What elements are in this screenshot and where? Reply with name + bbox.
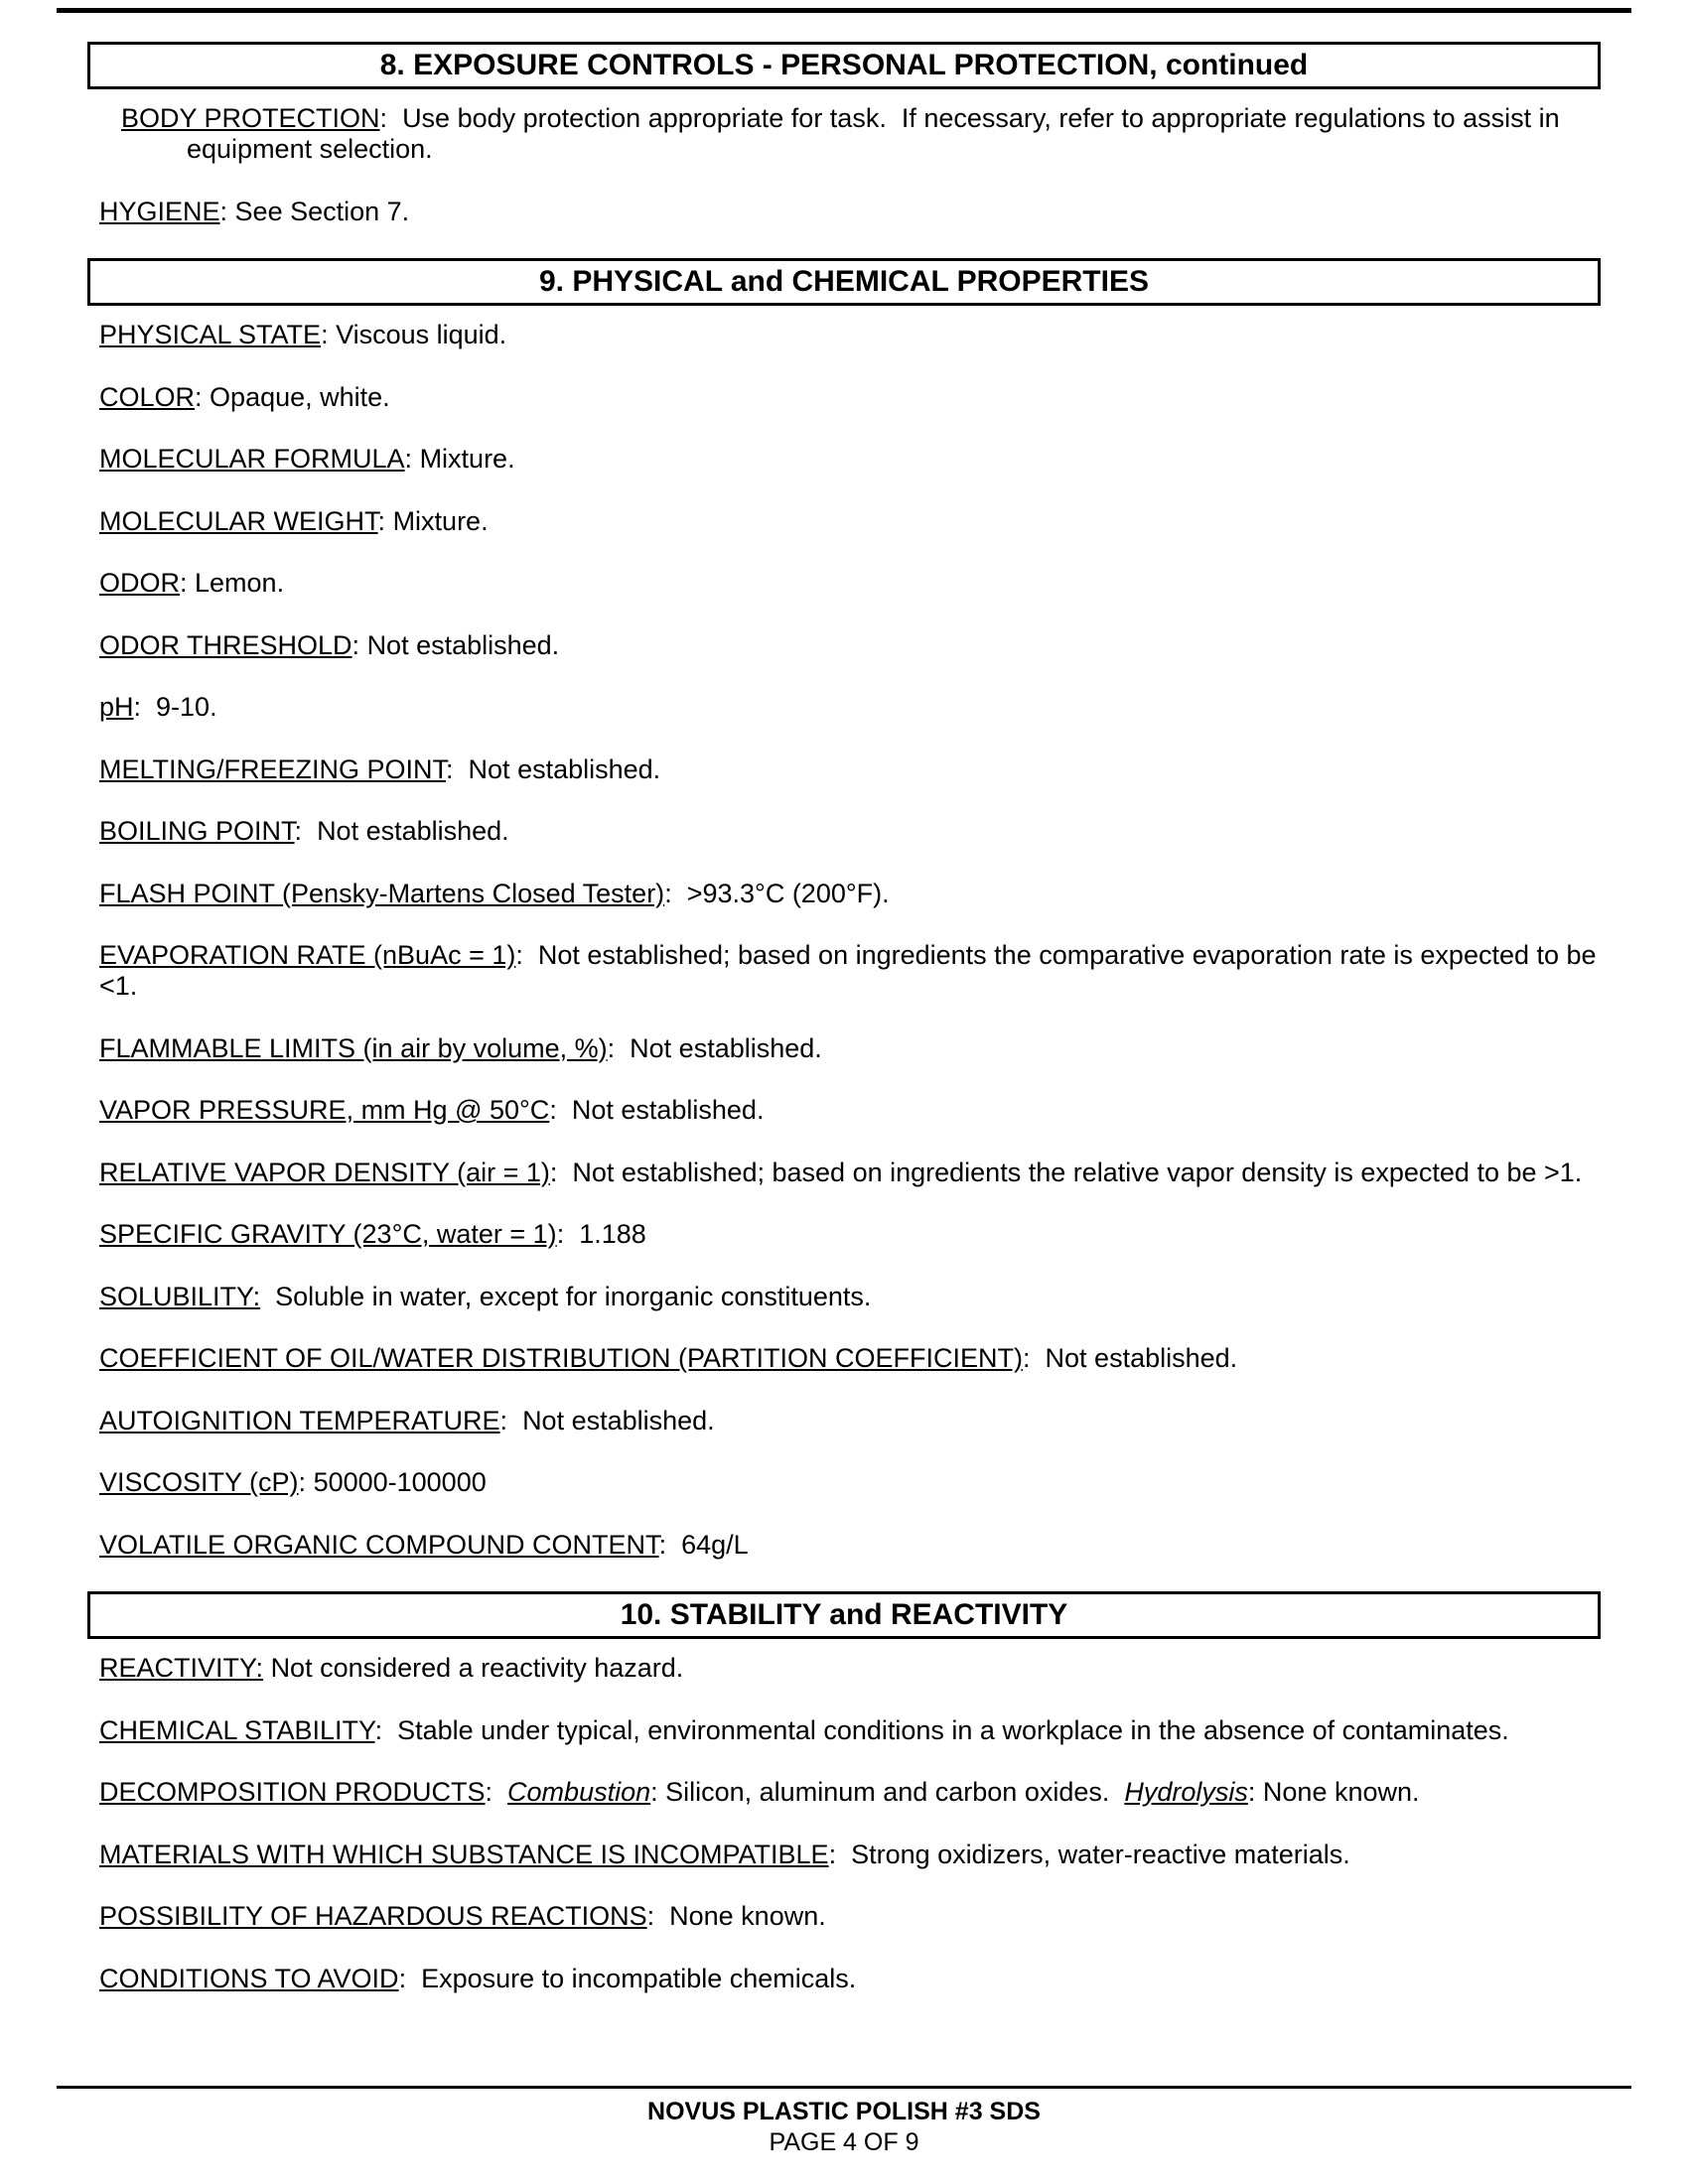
property-sub-label: Combustion <box>507 1777 651 1807</box>
property-value: Not established. <box>317 816 509 846</box>
property-line <box>99 382 1597 413</box>
property-label: EVAPORATION RATE (nBuAc = 1) <box>99 940 516 970</box>
property-line <box>99 630 1597 661</box>
property-separator: : <box>195 381 211 412</box>
property-line <box>99 506 1597 537</box>
property-label: PHYSICAL STATE <box>99 320 322 349</box>
property-value: >93.3°C (200°F). <box>686 878 890 908</box>
property-label: AUTOIGNITION TEMPERATURE <box>99 1405 500 1435</box>
property-value: Soluble in water, except for inorganic constituents. <box>275 1281 872 1311</box>
property-label: VAPOR PRESSURE, mm Hg @ 50°C <box>99 1095 550 1125</box>
property-line <box>99 568 1597 599</box>
property-separator: : <box>180 568 196 598</box>
property-value: Viscous liquid. <box>336 320 507 349</box>
property-line <box>99 1530 1597 1561</box>
top-rule <box>57 8 1631 13</box>
property-separator: : <box>377 505 393 536</box>
property-line <box>99 103 1597 165</box>
property-value: Mixture. <box>419 444 515 474</box>
property-separator: : <box>374 1714 398 1745</box>
property-line <box>99 879 1597 909</box>
property-value: Not established. <box>468 753 661 784</box>
section-10-title: 10. STABILITY and REACTIVITY <box>620 1598 1068 1631</box>
property-label: POSSIBILITY OF HAZARDOUS REACTIONS <box>99 1901 647 1931</box>
section-8-items <box>99 103 1597 227</box>
property-separator: : <box>352 629 367 660</box>
property-line <box>99 1715 1597 1746</box>
property-label: FLASH POINT (Pensky-Martens Closed Tester) <box>99 878 665 908</box>
property-separator: : <box>664 878 687 908</box>
property-label: REACTIVITY: <box>99 1653 264 1683</box>
property-label: COEFFICIENT OF OIL/WATER DISTRIBUTION (PARTITION COEFFICIENT) <box>99 1343 1024 1373</box>
section-9-header-box <box>87 258 1601 306</box>
property-separator: : <box>549 1095 572 1125</box>
property-label: ODOR <box>99 568 180 598</box>
property-line <box>99 1282 1597 1312</box>
property-label: SPECIFIC GRAVITY (23°C, water = 1) <box>99 1219 557 1249</box>
property-separator: : <box>219 196 235 226</box>
property-separator: : <box>379 103 403 133</box>
property-value: None known. <box>669 1901 826 1931</box>
section-9-title: 9. PHYSICAL and CHEMICAL PROPERTIES <box>539 265 1149 298</box>
property-separator: : <box>658 1529 682 1560</box>
property-line <box>99 1033 1597 1064</box>
section-stability-reactivity <box>87 1591 1601 1994</box>
property-label: BODY PROTECTION <box>121 103 380 133</box>
section-9-items <box>99 320 1605 1561</box>
property-label: MOLECULAR WEIGHT <box>99 505 378 536</box>
section-10-items <box>99 1653 1597 1994</box>
property-separator: : <box>515 940 538 970</box>
property-value: Not established. <box>1045 1343 1238 1373</box>
property-value: Use body protection appropriate for task. If necessary, refer to appropriate regulations to assist in equipment selection. <box>187 103 1568 164</box>
property-line <box>99 1343 1597 1374</box>
section-exposure-controls <box>87 42 1601 227</box>
footer-page-number: PAGE 4 OF 9 <box>769 2128 919 2156</box>
property-separator: : <box>485 1777 508 1807</box>
property-label: ODOR THRESHOLD <box>99 629 352 660</box>
property-separator: : <box>1023 1343 1046 1373</box>
property-separator: : <box>556 1219 580 1249</box>
property-line <box>99 816 1597 847</box>
property-label: MATERIALS WITH WHICH SUBSTANCE IS INCOMPATIBLE <box>99 1839 829 1869</box>
property-line <box>99 1777 1597 1808</box>
property-separator: : <box>298 1467 314 1497</box>
property-label: FLAMMABLE LIMITS (in air by volume, %) <box>99 1032 608 1063</box>
property-line <box>99 1653 1597 1684</box>
property-separator: : <box>404 444 420 474</box>
property-value: Not established. <box>522 1405 715 1435</box>
property-sub-label: Hydrolysis <box>1124 1777 1248 1807</box>
property-value: Exposure to incompatible chemicals. <box>421 1963 857 1993</box>
property-line <box>99 1964 1597 1994</box>
property-line <box>99 444 1597 475</box>
property-line <box>99 1467 1597 1498</box>
property-line <box>99 1095 1597 1126</box>
property-value: Stable under typical, environmental conditions in a workplace in the absence of contaminates. <box>397 1714 1509 1745</box>
property-value: Strong oxidizers, water-reactive materials. <box>851 1839 1350 1869</box>
section-10-header-box <box>87 1591 1601 1639</box>
property-value: Not considered a reactivity hazard. <box>270 1653 684 1683</box>
property-line <box>99 940 1605 1002</box>
property-value: : None known. <box>1247 1777 1420 1807</box>
property-line <box>99 1219 1597 1250</box>
property-label: VOLATILE ORGANIC COMPOUND CONTENT <box>99 1529 659 1560</box>
property-value: 9-10. <box>156 692 217 722</box>
property-separator <box>260 1282 275 1311</box>
property-value: Not established. <box>630 1032 822 1063</box>
property-label: DECOMPOSITION PRODUCTS <box>99 1777 486 1807</box>
property-label: CHEMICAL STABILITY <box>99 1714 375 1745</box>
property-label: MELTING/FREEZING POINT <box>99 753 447 784</box>
property-label: pH <box>99 692 134 722</box>
property-value: See Section 7. <box>234 196 410 226</box>
section-8-header-box <box>87 42 1601 89</box>
property-value: Not established; based on ingredients the relative vapor density is expected to be >1. <box>572 1157 1583 1187</box>
property-line <box>99 754 1597 785</box>
property-separator: : <box>828 1839 852 1869</box>
property-separator: : <box>398 1963 422 1993</box>
property-value: Not established; based on ingredients the comparative evaporation rate is expected to be <1. <box>99 940 1605 1001</box>
property-value: 50000-100000 <box>313 1467 487 1497</box>
property-value: Not established. <box>366 629 560 660</box>
property-line <box>99 1158 1597 1188</box>
property-value: 1.188 <box>579 1219 646 1249</box>
property-label: BOILING POINT <box>99 816 295 846</box>
property-value: Not established. <box>571 1095 765 1125</box>
property-line <box>99 320 1597 350</box>
property-value: Mixture. <box>392 505 489 536</box>
property-separator: : <box>321 320 337 349</box>
property-separator: : <box>446 753 469 784</box>
property-line <box>99 1406 1597 1436</box>
property-separator: : <box>499 1405 523 1435</box>
section-physical-chemical-properties <box>87 258 1605 1561</box>
property-label: CONDITIONS TO AVOID <box>99 1963 399 1993</box>
property-separator: : <box>294 816 318 846</box>
property-value: Lemon. <box>195 568 285 598</box>
property-label: SOLUBILITY: <box>99 1281 261 1311</box>
property-value: 64g/L <box>681 1529 749 1560</box>
property-label: COLOR <box>99 381 196 412</box>
footer-rule <box>57 2086 1631 2089</box>
property-line <box>99 1901 1597 1932</box>
property-separator: : <box>646 1901 670 1931</box>
property-line <box>99 1840 1597 1870</box>
property-line <box>99 197 1597 227</box>
footer-document-title: NOVUS PLASTIC POLISH #3 SDS <box>647 2098 1041 2125</box>
property-value: Opaque, white. <box>210 381 390 412</box>
property-label: VISCOSITY (cP) <box>99 1467 299 1497</box>
property-separator: : <box>607 1032 631 1063</box>
page-footer <box>0 2086 1688 2158</box>
property-separator <box>263 1653 271 1683</box>
property-separator: : <box>133 692 157 722</box>
property-label: RELATIVE VAPOR DENSITY (air = 1) <box>99 1157 550 1187</box>
property-label: HYGIENE <box>99 196 220 226</box>
section-8-title: 8. EXPOSURE CONTROLS - PERSONAL PROTECTION, continued <box>379 49 1309 81</box>
property-value: : Silicon, aluminum and carbon oxides. <box>650 1777 1125 1807</box>
property-label: MOLECULAR FORMULA <box>99 444 405 474</box>
property-line <box>99 692 1597 723</box>
property-separator: : <box>549 1157 573 1187</box>
